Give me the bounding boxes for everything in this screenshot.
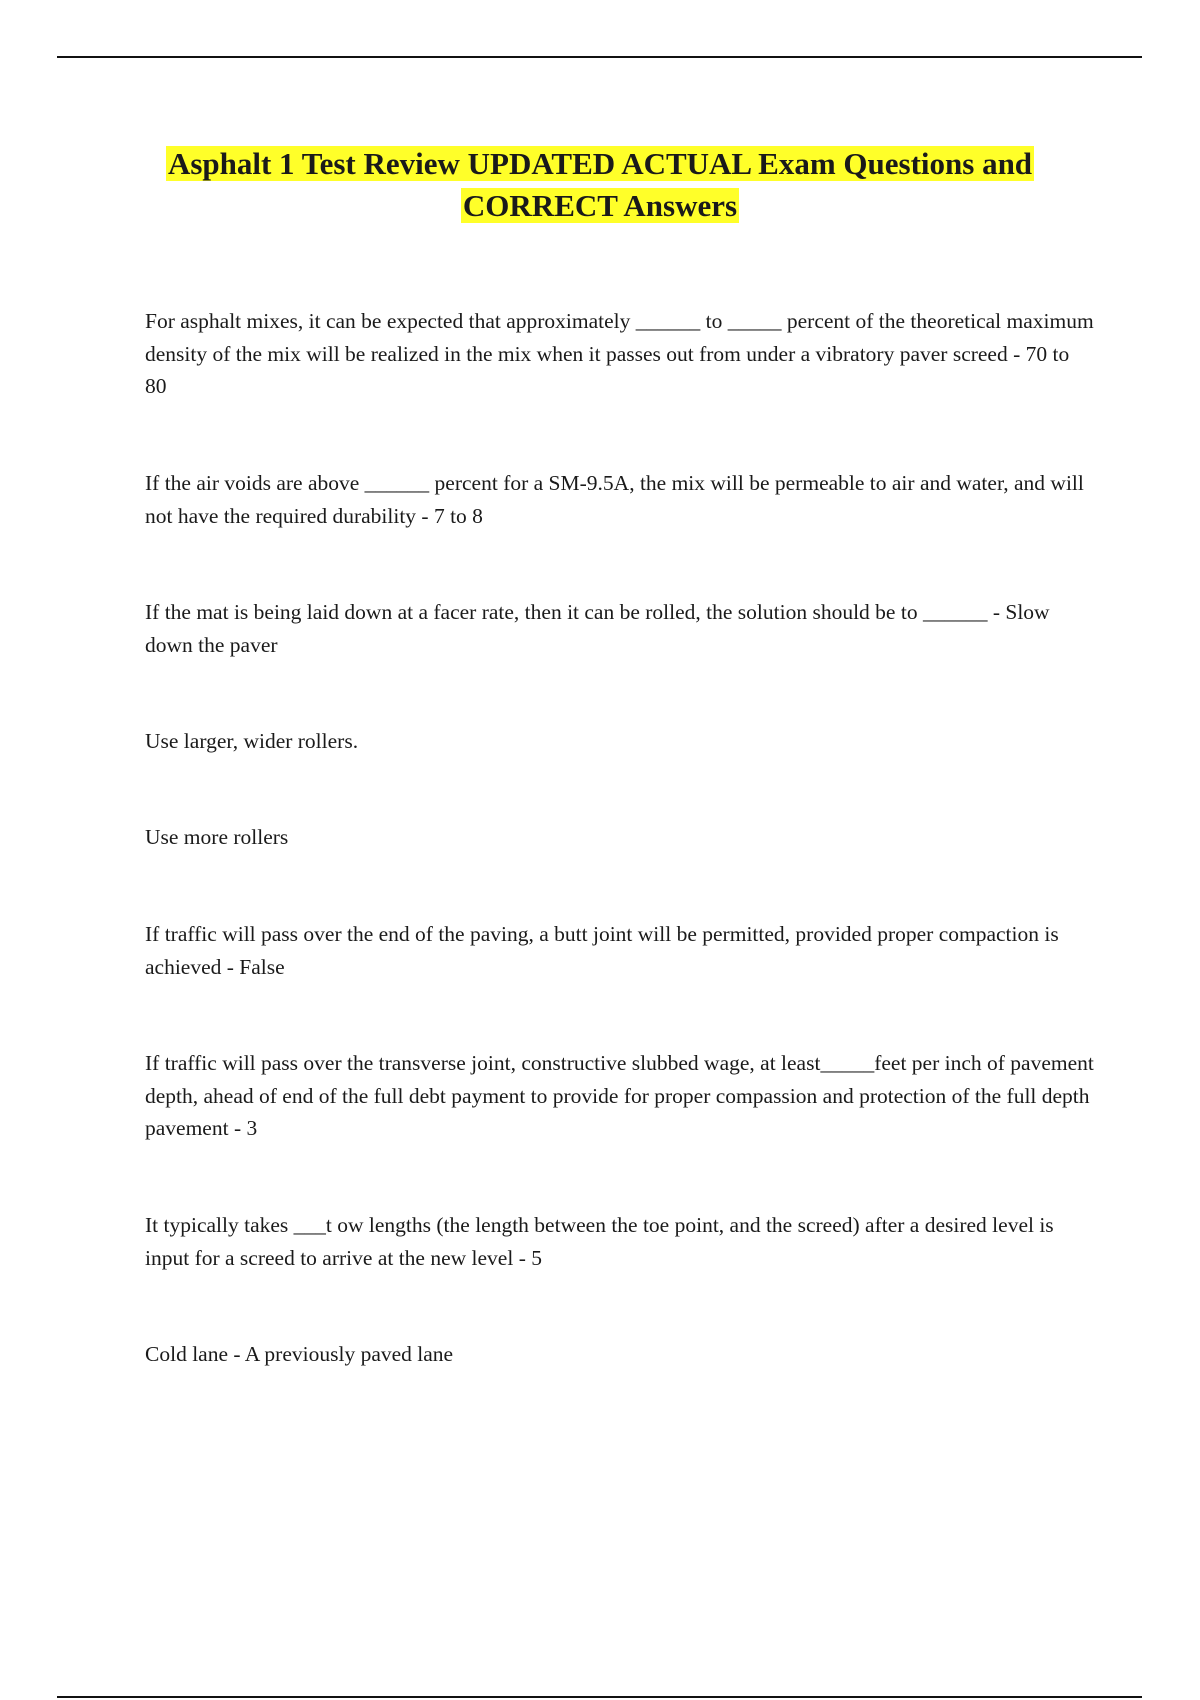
footer-rule [57, 1696, 1142, 1698]
qa-item: It typically takes ___t ow lengths (the length between the toe point, and the screed) after a desired level is input for a screed to arrive at the new level - 5 [145, 1213, 1054, 1270]
qa-item: If the air voids are above ______ percent for a SM-9.5A, the mix will be permeable to air and water, and will not have the required durability - 7 to 8 [145, 471, 1084, 528]
page-title [100, 143, 1100, 227]
qa-item: Cold lane - A previously paved lane [145, 1342, 454, 1366]
qa-item: Use more rollers [145, 825, 289, 849]
qa-item: Use larger, wider rollers. [145, 729, 359, 753]
qa-item: If traffic will pass over the end of the paving, a butt joint will be permitted, provided proper compaction is achieved - False [145, 922, 1059, 979]
header-rule [57, 56, 1142, 58]
qa-item: If traffic will pass over the transverse joint, constructive slubbed wage, at least_____feet per inch of pavement depth, ahead of end of the full debt payment to provide for proper compassion and protection of the full depth pavement - 3 [145, 1051, 1094, 1140]
page-title-line-1: Asphalt 1 Test Review UPDATED ACTUAL Exam Questions and [167, 146, 1033, 181]
qa-item: For asphalt mixes, it can be expected that approximately ______ to _____ percent of the theoretical maximum density of the mix will be realized in the mix when it passes out from under a vibratory paver screed - 70 to 80 [145, 309, 1094, 398]
page-title-line-2: CORRECT Answers [462, 188, 738, 223]
qa-item: If the mat is being laid down at a facer rate, then it can be rolled, the solution should be to ______ - Slow down the paver [145, 600, 1050, 657]
